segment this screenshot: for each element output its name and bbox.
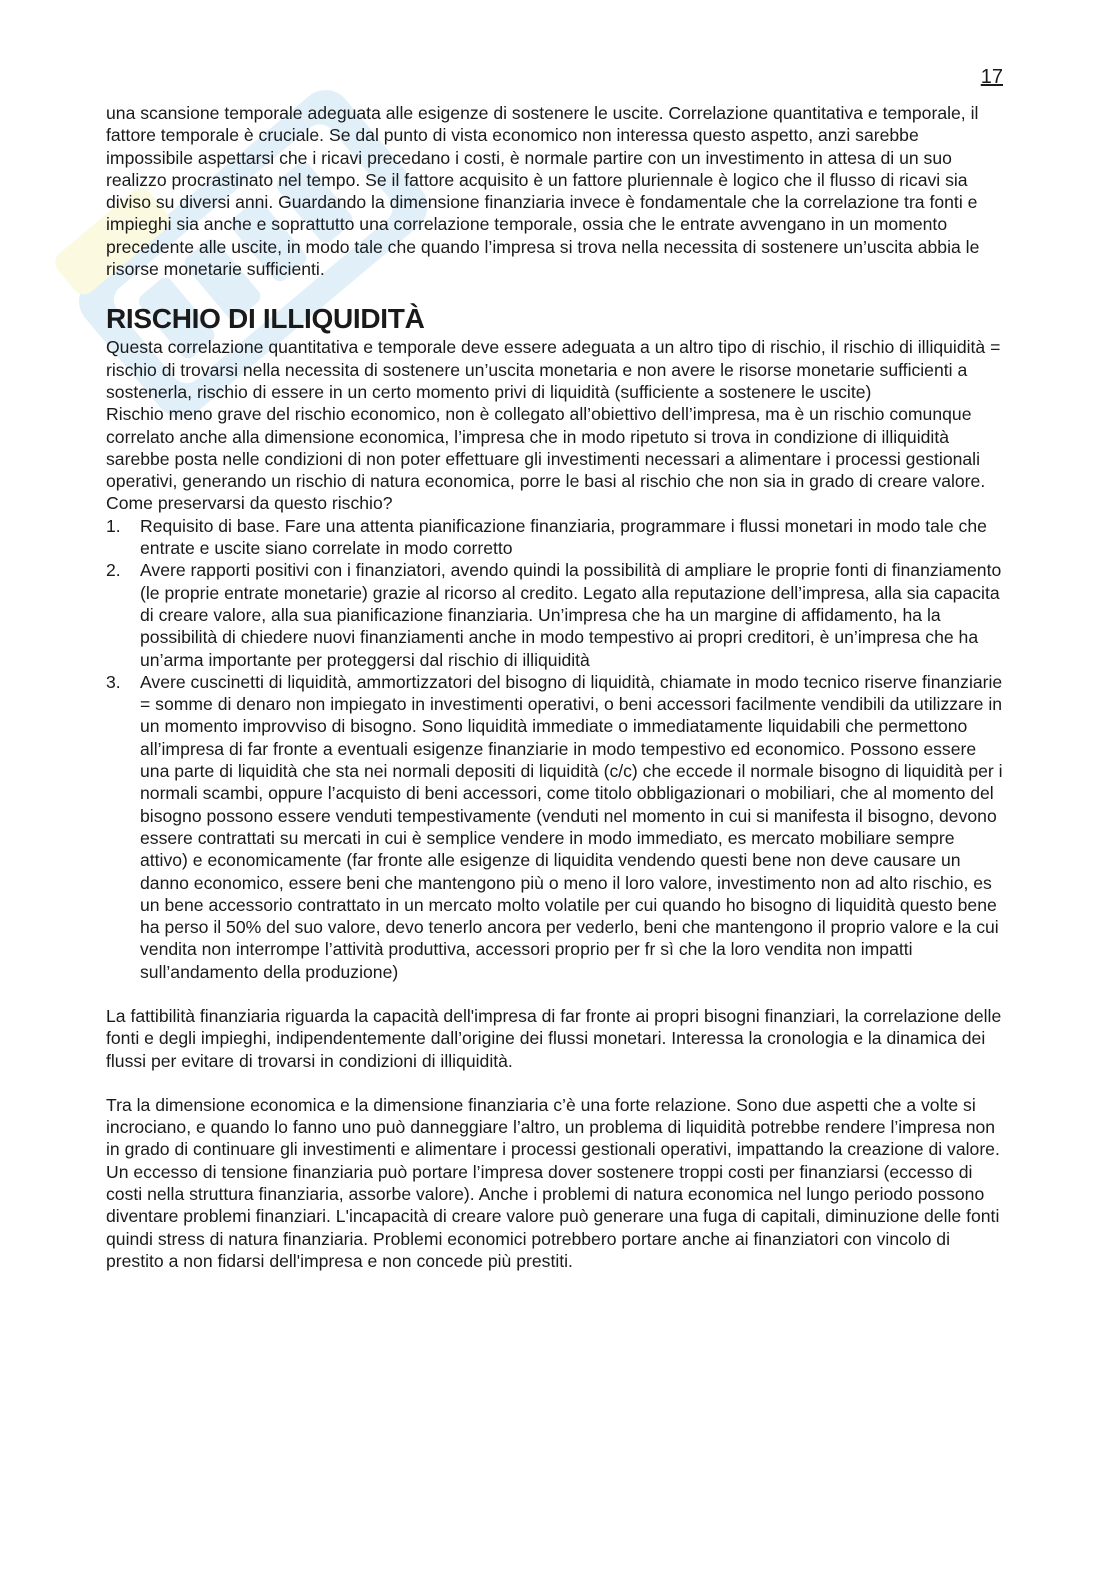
list-item <box>106 515 1006 560</box>
list-item-text: Avere cuscinetti di liquidità, ammortizzatori del bisogno di liquidità, chiamate in modo tecnico riserve finanziarie = somme di denaro non impiegato in investimenti operativi, o beni accessori facilmente vendibili da utilizzare in un momento improvviso di bisogno. Sono liquidità immediate o immediatamente liquidabili che permettono all’impresa di far fronte a eventuali esigenze finanziarie in modo tempestivo ed economico. Possono essere una parte di liquidità che sta nei normali depositi di liquidità (c/c) che eccede il normale bisogno di liquidità per i normali scambi, oppure l’acquisto di beni accessori, come titolo obbligazionari o mobiliari, che al momento del bisogno possono essere venduti tempestivamente (venduti nel momento in cui si manifesta il bisogno, devono essere contrattati su mercati in cui è semplice vendere in modo immediato, es mercato mobiliare sempre attivo) e economicamente (far fronte alle esigenze di liquidita vendendo questi bene non deve causare un danno economico, essere beni che mantengono più o meno il loro valore, investimento non ad alto rischio, es un bene accessorio contrattato in un mercato molto volatile per cui quando ho bisogno di liquidità questo bene ha perso il 50% del suo valore, devo tenerlo ancora per vederlo, beni che mantengono il proprio valore e la cui vendita non interrompe l’attività produttiva, accessori proprio per fr sì che la loro vendita non impatti sull’andamento della produzione) <box>140 671 1003 982</box>
list-item-text: Avere rapporti positivi con i finanziatori, avendo quindi la possibilità di ampliare le proprie fonti di finanziamento (le proprie entrate monetarie) grazie al ricorso al credito. Legato alla reputazione dell’impresa, alla sia capacita di creare valore, alla sua pianificazione finanziaria. Un’impresa che ha un margine di affidamento, ha la possibilità di chiedere nuovi finanziamenti anche in modo tempestivo ai propri creditori, è un’impresa che ha un’arma importante per proteggersi dal rischio di illiquidità <box>140 560 1002 670</box>
page-number: 17 <box>980 66 1003 88</box>
fattibilita-paragraph: La fattibilità finanziaria riguarda la capacità dell'impresa di far fronte ai propri bisogni finanziari, la correlazione delle fonti e degli impieghi, indipendentemente dall’origine dei flussi monetari. Interessa la cronologia e la dinamica dei flussi per evitare di trovarsi in condizioni di illiquidità. <box>106 1005 1002 1071</box>
list-item <box>106 671 1006 983</box>
document-body <box>106 102 1006 1272</box>
list-item-number: 3. <box>106 671 121 692</box>
section-question: Come preservarsi da questo rischio? <box>106 493 393 514</box>
section-paragraph-1: Questa correlazione quantitativa e temporale deve essere adeguata a un altro tipo di rischio, il rischio di illiquidità = rischio di trovarsi nella necessita di sostenere un’uscita monetaria e non avere le risorse monetarie sufficienti a sostenerla, rischio di essere in un certo momento privi di liquidità (sufficiente a sostenere le uscite) <box>106 337 1001 402</box>
intro-paragraph: una scansione temporale adeguata alle esigenze di sostenere le uscite. Correlazione quantitativa e temporale, il fattore temporale è cruciale. Se dal punto di vista economico non interessa questo aspetto, anzi sarebbe impossibile aspettarsi che i ricavi precedano i costi, è normale partire con un investimento in attesa di un suo realizzo procrastinato nel tempo. Se il fattore acquisito è un fattore pluriennale è logico che il flusso di ricavi sia diviso su diversi anni. Guardando la dimensione finanziaria invece è fondamentale che la correlazione tra fonti e impieghi sia anche e soprattutto una correlazione temporale, ossia che le entrate avvengano in un momento precedente alle uscite, in modo tale che quando l’impresa si trova nella necessita di sostenere un’uscita abbia le risorse monetarie sufficienti. <box>106 103 980 280</box>
strategies-list <box>106 515 1006 983</box>
list-item-number: 1. <box>106 515 121 536</box>
relazione-paragraph: Tra la dimensione economica e la dimensione finanziaria c’è una forte relazione. Sono due aspetti che a volte si incrociano, e quando lo fanno uno può danneggiare l’altro, un problema di liquidità potrebbe rendere l’impresa non in grado di continuare gli investimenti e alimentare i processi gestionali operativi, impattando la creazione di valore. Un eccesso di tensione finanziaria può portare l’impresa dover sostenere troppi costi per finanziarsi (eccesso di costi nella struttura finanziaria, assorbe valore). Anche i problemi di natura economica nel lungo periodo possono diventare problemi finanziari. L'incapacità di creare valore può generare una fuga di capitali, diminuzione delle fonti quindi stress di natura finanziaria. Problemi economici potrebbero portare anche ai finanziatori con vincolo di prestito a non fidarsi dell'impresa e non concede più prestiti. <box>106 1094 1000 1271</box>
section-heading: RISCHIO DI ILLIQUIDITÀ <box>106 303 425 335</box>
section-paragraph-2: Rischio meno grave del rischio economico, non è collegato all’obiettivo dell’impresa, ma è un rischio comunque correlato anche alla dimensione economica, l’impresa che in modo ripetuto si trova in condizione di illiquidità sarebbe posta nelle condizioni di non poter effettuare gli investimenti necessari a alimentare i processi gestionali operativi, generando un rischio di natura economica, porre le basi al rischio che non sia in grado di creare valore. <box>106 404 986 492</box>
list-item <box>106 559 1006 670</box>
list-item-text: Requisito di base. Fare una attenta pianificazione finanziaria, programmare i flussi monetari in modo tale che entrate e uscite siano correlate in modo corretto <box>140 515 987 559</box>
list-item-number: 2. <box>106 560 121 581</box>
